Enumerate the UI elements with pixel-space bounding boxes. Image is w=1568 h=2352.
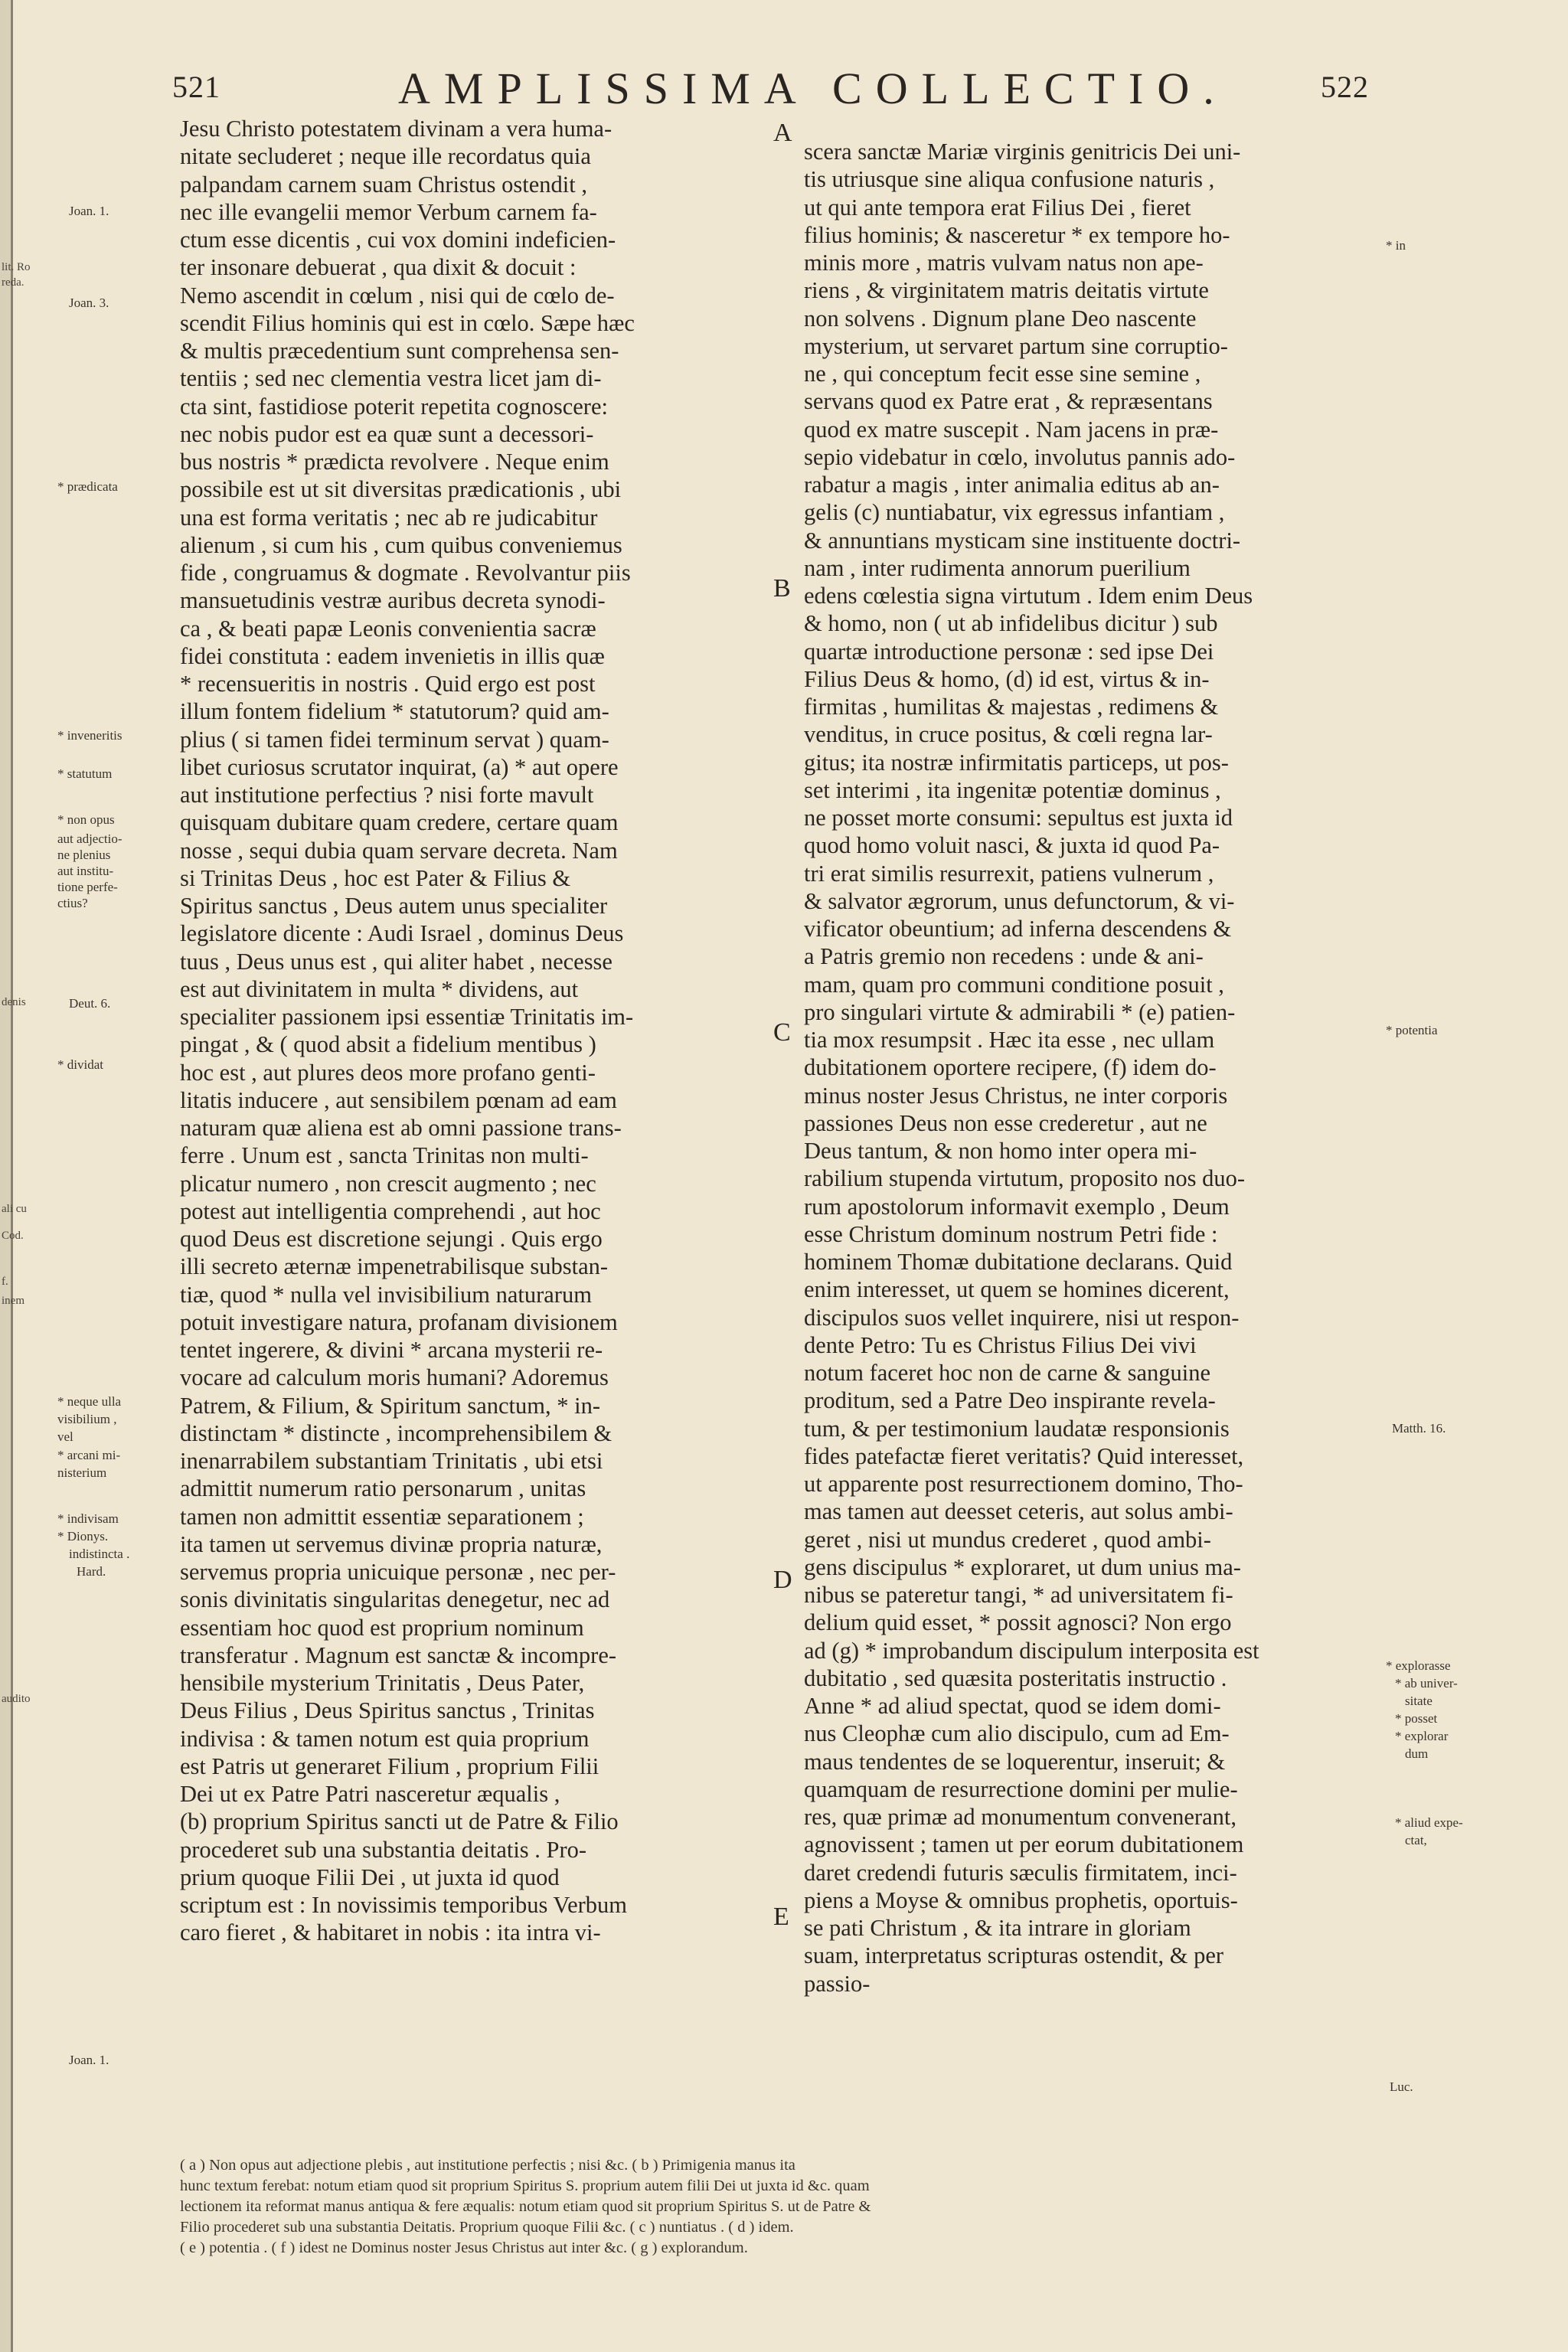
left-column-line: plius ( si tamen fidei terminum servat ) quam- — [180, 726, 609, 753]
section-letter: C — [773, 1018, 791, 1047]
binding-gutter — [0, 0, 13, 2352]
left-margin-note: ne plenius — [57, 848, 111, 862]
right-column-line: quod homo voluit nasci, & juxta id quod Pa- — [804, 832, 1220, 859]
right-margin-note: * explorasse — [1386, 1658, 1451, 1673]
right-column-line: set interimi , ita ingenitæ potentiæ dominus , — [804, 776, 1221, 803]
left-column-line: litatis inducere , aut sensibilem pœnam ad eam — [180, 1086, 617, 1113]
left-column-line: aut institutione perfectius ? nisi forte mavult — [180, 782, 594, 808]
left-column-line: Jesu Christo potestatem divinam a vera huma- — [180, 116, 612, 142]
right-column-line: passiones Deus non esse crederetur , aut ne — [804, 1109, 1207, 1136]
left-column-line: una est forma veritatis ; nec ab re judicabitur — [180, 504, 598, 531]
running-title: AMPLISSIMA COLLECTIO. — [398, 64, 1228, 113]
left-column-line: tentet ingerere, & divini * arcana mysterii re- — [180, 1337, 603, 1363]
left-column-line: scendit Filius hominis qui est in cœlo. Sæpe hæc — [180, 309, 635, 336]
left-column — [180, 115, 792, 1947]
footnote-line: lectionem ita reformat manus antiqua & fere æqualis: notum etiam quod sit proprium Spiritus S. ut de Patre & — [180, 2198, 871, 2215]
right-column — [804, 138, 1409, 1998]
gutter-note: reda. — [2, 276, 24, 289]
right-column-line: quartæ introductione personæ : sed ipse Dei — [804, 638, 1214, 665]
right-column-line: dubitatio , sed quæsita posteritatis instructio . — [804, 1664, 1227, 1691]
left-column-line: Nemo ascendit in cœlum , nisi qui de cœlo de- — [180, 282, 615, 309]
left-column-line: tentiis ; sed nec clementia vestra licet jam di- — [180, 365, 602, 392]
right-column-line: gelis (c) nuntiabatur, vix egressus infantiam , — [804, 499, 1225, 526]
right-column-line: rabilium stupenda virtutum, proposito nos duo- — [804, 1165, 1246, 1192]
left-column-line: * recensueritis in nostris . Quid ergo est post — [180, 671, 596, 697]
right-column-line: non solvens . Dignum plane Deo nascente — [804, 305, 1197, 332]
left-column-line: tamen non admittit essentiæ separationem ; — [180, 1503, 584, 1530]
left-column-line: possibile est ut sit diversitas prædicationis , ubi — [180, 476, 622, 503]
left-column-line: inenarrabilem substantiam Trinitatis , ubi etsi — [180, 1448, 603, 1474]
right-margin-note: dum — [1405, 1746, 1429, 1761]
left-column-line: tuus , Deus unus est , qui aliter habet , necesse — [180, 948, 612, 975]
left-margin-note: aut institu- — [57, 864, 114, 878]
left-column-line: si Trinitas Deus , hoc est Pater & Filius & — [180, 864, 571, 891]
left-column-line: quod Deus est discretione sejungi . Quis ergo — [180, 1226, 603, 1252]
left-column-line: hoc est , aut plures deos more profano genti- — [180, 1059, 596, 1086]
left-column-line: illi secreto æternæ impenetrabilisque substan- — [180, 1253, 609, 1280]
left-column-line: ca , & beati papæ Leonis convenientia sacræ — [180, 615, 596, 642]
left-margin-note: * inveneritis — [57, 728, 122, 743]
right-column-line: res, quæ primæ ad monumentum convenerant, — [804, 1804, 1236, 1830]
left-margin-note: * neque ulla — [57, 1394, 122, 1409]
left-column-line: ferre . Unum est , sancta Trinitas non multi- — [180, 1142, 589, 1169]
right-column-line: a Patris gremio non recedens : unde & ani- — [804, 943, 1204, 970]
right-column-line: quod ex matre suscepit . Nam jacens in præ- — [804, 416, 1219, 443]
left-column-line: est Patris ut generaret Filium , proprium Filii — [180, 1753, 599, 1779]
right-column-line: notum faceret hoc non de carne & sanguine — [804, 1360, 1210, 1386]
right-margin-note: * ab univer- — [1395, 1676, 1458, 1690]
right-column-line: ad (g) * improbandum discipulum interposita est — [804, 1637, 1259, 1664]
right-column-line: maus tendentes de se loquerentur, inseruit; & — [804, 1748, 1226, 1775]
left-margin-note: Deut. 6. — [69, 996, 111, 1011]
left-column-line: Spiritus sanctus , Deus autem unus specialiter — [180, 893, 608, 919]
page-number-left: 521 — [172, 70, 220, 104]
left-column-line: caro fieret , & habitaret in nobis : ita intra vi- — [180, 1919, 601, 1946]
left-column-line: quisquam dubitare quam credere, certare quam — [180, 809, 619, 836]
right-column-line: mas tamen aut deesset ceteris, aut solus ambi- — [804, 1498, 1233, 1525]
right-column-line: Filius Deus & homo, (d) id est, virtus & in- — [804, 665, 1210, 692]
right-column-line: proditum, sed a Patre Deo inspirante revela- — [804, 1387, 1216, 1414]
right-column-line: geret , nisi ut mundus crederet , quod ambi- — [804, 1526, 1211, 1553]
right-column-line: mam, quam pro communi conditione posuit , — [804, 971, 1224, 998]
left-margin-note: * statutum — [57, 766, 113, 781]
right-column-line: enim interesset, ut quem se homines dicerent, — [804, 1276, 1230, 1303]
gutter-note: inem — [2, 1295, 24, 1307]
left-column-line: nitate secluderet ; neque ille recordatus quia — [180, 143, 591, 170]
left-column-line: vocare ad calculum moris humani? Adoremus — [180, 1364, 609, 1391]
right-column-line: daret credendi futuris sæculis firmitatem, inci- — [804, 1859, 1237, 1886]
gutter-note: Cod. — [2, 1230, 24, 1242]
right-column-line: firmitas , humilitas & majestas , redimens & — [804, 694, 1219, 720]
left-margin-note: * arcani mi- — [57, 1448, 121, 1462]
right-column-line: tis utriusque sine aliqua confusione naturis , — [804, 166, 1215, 193]
right-column-line: se pati Christum , & ita intrare in gloriam — [804, 1915, 1191, 1941]
footnote-line: hunc textum ferebat: notum etiam quod sit proprium Spiritus S. proprium autem filii Dei ut juxta id &c. quam — [180, 2177, 870, 2194]
left-column-line: illum fontem fidelium * statutorum? quid am- — [180, 698, 609, 725]
left-margin-note: * prædicata — [57, 479, 118, 494]
left-column-line: cta sint, fastidiose poterit repetita cognoscere: — [180, 393, 608, 420]
left-column-line: potuit investigare natura, profanam divisionem — [180, 1308, 618, 1335]
left-column-line: Dei ut ex Patre Patri nasceretur æqualis , — [180, 1781, 560, 1807]
section-letter: B — [773, 574, 791, 603]
left-column-line: libet curiosus scrutator inquirat, (a) * aut opere — [180, 753, 619, 780]
right-column-line: esse Christum dominum nostrum Petri fide : — [804, 1220, 1218, 1247]
left-column-line: palpandam carnem suam Christus ostendit , — [180, 171, 587, 198]
right-column-line: ne posset morte consumi: sepultus est juxta id — [804, 805, 1233, 831]
left-column-line: hensibile mysterium Trinitatis , Deus Pater, — [180, 1670, 585, 1696]
right-column-line: vificator obeuntium; ad inferna descendens & — [804, 916, 1232, 942]
right-margin-note: * in — [1386, 238, 1406, 253]
right-column-line: discipulos suos vellet inquirere, nisi ut respon- — [804, 1304, 1240, 1331]
right-column-line: minus noster Jesus Christus, ne inter corporis — [804, 1082, 1228, 1109]
left-margin-note: Hard. — [77, 1564, 106, 1579]
left-margin-note: vel — [57, 1429, 74, 1444]
right-column-line: venditus, in cruce positus, & cœli regna lar- — [804, 721, 1213, 748]
left-column-line: mansuetudinis vestræ auribus decreta synodi- — [180, 587, 606, 614]
right-margin-note: Matth. 16. — [1392, 1421, 1446, 1436]
left-column-line: Deus Filius , Deus Spiritus sanctus , Trinitas — [180, 1697, 595, 1724]
left-margin-note: tione perfe- — [57, 880, 118, 894]
right-column-line: rabatur a magis , inter animalia editus ab an- — [804, 472, 1220, 498]
right-column-line: delium quid esset, * possit agnosci? Non ergo — [804, 1609, 1232, 1636]
section-letter: D — [773, 1566, 792, 1594]
gutter-note: lit. Ro — [2, 261, 31, 273]
left-column-line: alienum , si cum his , cum quibus conveniemus — [180, 531, 622, 558]
left-column-line: ita tamen ut servemus divinæ propria naturæ, — [180, 1530, 603, 1557]
left-column-line: indivisa : & tamen notum est quia proprium — [180, 1725, 590, 1752]
left-margin-note: * indivisam — [57, 1511, 119, 1526]
left-column-line: bus nostris * prædicta revolvere . Neque enim — [180, 449, 609, 475]
left-column-line: (b) proprium Spiritus sancti ut de Patre & Filio — [180, 1808, 619, 1835]
left-margin-note: * Dionys. — [57, 1529, 109, 1544]
section-letter: E — [773, 1903, 789, 1931]
right-column-line: pro singulari virtute & admirabili * (e) patien- — [804, 998, 1236, 1025]
gutter-note: f. — [2, 1276, 8, 1288]
right-margin-note: * potentia — [1386, 1023, 1438, 1037]
left-margin-note: Joan. 3. — [69, 296, 109, 310]
right-column-line: mysterium, ut servaret partum sine corruptio- — [804, 332, 1228, 359]
gutter-note: ali cu — [2, 1203, 27, 1215]
footnote-line: ( a ) Non opus aut adjectione plebis , aut institutione perfectis ; nisi &c. ( b ) Primigenia manus ita — [180, 2157, 795, 2174]
left-column-line: & multis præcedentium sunt comprehensa sen- — [180, 338, 619, 364]
left-margin-note: ctius? — [57, 896, 88, 910]
left-column-line: tiæ, quod * nulla vel invisibilium naturarum — [180, 1281, 592, 1308]
right-column-line: dente Petro: Tu es Christus Filius Dei vivi — [804, 1331, 1197, 1358]
right-margin-note: sitate — [1405, 1694, 1432, 1708]
left-margin-note: * non opus — [57, 812, 115, 827]
left-margin-note: aut adjectio- — [57, 831, 122, 846]
right-column-line: dubitationem oportere recipere, (f) idem do- — [804, 1054, 1217, 1081]
left-column-line: fidei constituta : eadem invenietis in illis quæ — [180, 642, 605, 669]
gutter-note: denis — [2, 996, 26, 1008]
left-column-line: transferatur . Magnum est sanctæ & incompre- — [180, 1642, 617, 1668]
right-column-line: gens discipulus * exploraret, ut dum unius ma- — [804, 1553, 1241, 1580]
left-margin-note: Joan. 1. — [69, 204, 109, 218]
left-column-line: legislatore dicente : Audi Israel , dominus Deus — [180, 920, 624, 947]
right-column-line: scera sanctæ Mariæ virginis genitricis Dei uni- — [804, 139, 1241, 165]
right-column-line: fides patefactæ fieret veritatis? Quid interesset, — [804, 1442, 1244, 1469]
right-column-line: ut qui ante tempora erat Filius Dei , fieret — [804, 194, 1191, 220]
right-column-line: edens cœlestia signa virtutum . Idem enim Deus — [804, 583, 1253, 609]
right-column-line: & salvator ægrorum, unus defunctorum, & vi- — [804, 887, 1235, 914]
right-column-line: ne , qui conceptum fecit esse sine semine , — [804, 361, 1201, 387]
right-column-line: tia mox resumpsit . Hæc ita esse , nec ullam — [804, 1027, 1215, 1053]
left-column-line: nosse , sequi dubia quam servare decreta. Nam — [180, 837, 618, 864]
right-column-line: quamquam de resurrectione domini per mulie- — [804, 1775, 1238, 1802]
left-margin-note: visibilium , — [57, 1412, 117, 1426]
left-margin-note: nisterium — [57, 1465, 107, 1480]
right-column-line: sepio videbatur in cœlo, involutus pannis ado- — [804, 443, 1236, 470]
right-column-line: Deus tantum, & non homo inter opera mi- — [804, 1138, 1197, 1164]
left-column-line: naturam quæ aliena est ab omni passione trans- — [180, 1115, 622, 1141]
left-column-line: procederet sub una substantia deitatis . Pro- — [180, 1836, 587, 1863]
left-column-line: fide , congruamus & dogmate . Revolvantur piis — [180, 560, 631, 586]
section-letter: A — [773, 119, 792, 147]
left-column-line: specialiter passionem ipsi essentiæ Trinitatis im- — [180, 1004, 634, 1030]
right-column-line: minis more , matris vulvam natus non ape- — [804, 250, 1204, 276]
right-column-line: nibus se pateretur tangi, * ad universitatem fi- — [804, 1582, 1233, 1608]
left-column-line: pingat , & ( quod absit a fidelium mentibus ) — [180, 1031, 596, 1058]
left-column-line: distinctam * distincte , incomprehensibilem & — [180, 1419, 612, 1446]
right-column-line: ut apparente post resurrectionem domino, Tho- — [804, 1471, 1243, 1497]
right-column-line: Anne * ad aliud spectat, quod se idem domi- — [804, 1693, 1221, 1719]
right-margin-note: Luc. — [1390, 2079, 1413, 2094]
gutter-note: audito — [2, 1693, 31, 1705]
left-column-line: plicatur numero , non crescit augmento ; nec — [180, 1170, 596, 1197]
right-margin-note: * explorar — [1395, 1729, 1449, 1743]
left-column-line: servemus propria unicuique personæ , nec per- — [180, 1559, 616, 1585]
right-column-line: suam, interpretatus scripturas ostendit, & per — [804, 1942, 1224, 1969]
right-column-line: nus Cleophæ cum alio discipulo, cum ad Em- — [804, 1720, 1230, 1747]
right-column-line: passio- — [804, 1970, 871, 1997]
left-margin-note: indistincta . — [69, 1547, 130, 1561]
left-column-line: est aut divinitatem in multa * dividens, aut — [180, 975, 579, 1002]
right-margin-note: * aliud expe- — [1395, 1815, 1463, 1830]
right-margin-note: * posset — [1395, 1711, 1438, 1726]
right-column-line: piens a Moyse & omnibus prophetis, oportuis- — [804, 1886, 1238, 1913]
footnote-line: ( e ) potentia . ( f ) idest ne Dominus noster Jesus Christus aut inter &c. ( g ) explorandum. — [180, 2239, 748, 2256]
left-column-line: Patrem, & Filium, & Spiritum sanctum, * in- — [180, 1392, 600, 1419]
left-column-line: nec ille evangelii memor Verbum carnem fa- — [180, 198, 597, 225]
left-margin-note: * dividat — [57, 1057, 103, 1072]
right-column-line: agnovissent ; tamen ut per eorum dubitationem — [804, 1831, 1244, 1858]
right-column-line: & annuntians mysticam sine instituente doctri- — [804, 527, 1241, 554]
right-column-line: servans quod ex Patre erat , & repræsentans — [804, 388, 1213, 415]
footnotes — [180, 2155, 1420, 2259]
right-column-line: tri erat similis resurrexit, patiens vulnerum , — [804, 860, 1214, 887]
right-column-line: rum apostolorum informavit exemplo , Deum — [804, 1193, 1230, 1220]
left-column-line: sonis divinitatis singularitas denegetur, nec ad — [180, 1586, 610, 1613]
left-column-line: prium quoque Filii Dei , ut juxta id quod — [180, 1864, 560, 1890]
right-column-line: filius hominis; & nasceretur * ex tempore ho- — [804, 221, 1230, 248]
left-column-line: ter insonare debuerat , qua dixit & docuit : — [180, 254, 577, 281]
right-column-line: & homo, non ( ut ab infidelibus dicitur ) sub — [804, 610, 1218, 637]
right-column-line: gitus; ita nostræ infirmitatis particeps, ut pos- — [804, 749, 1229, 776]
left-column-line: ctum esse dicentis , cui vox domini indeficien- — [180, 227, 616, 253]
left-column-line: scriptum est : In novissimis temporibus Verbum — [180, 1892, 627, 1918]
right-margin-note: ctat, — [1405, 1833, 1427, 1847]
left-margin-note: Joan. 1. — [69, 2053, 109, 2067]
left-column-line: potest aut intelligentia comprehendi , aut hoc — [180, 1197, 601, 1224]
left-column-line: essentiam hoc quod est proprium nominum — [180, 1614, 584, 1641]
left-column-line: admittit numerum ratio personarum , unitas — [180, 1475, 586, 1502]
right-column-line: nam , inter rudimenta annorum puerilium — [804, 554, 1191, 581]
right-column-line: tum, & per testimonium laudatæ responsionis — [804, 1415, 1230, 1442]
right-column-line: hominem Thomæ dubitatione declarans. Quid — [804, 1249, 1233, 1275]
right-column-line: riens , & virginitatem matris deitatis virtute — [804, 277, 1209, 304]
page-number-right: 522 — [1321, 70, 1369, 104]
left-column-line: nec nobis pudor est ea quæ sunt a decessori- — [180, 420, 594, 447]
footnote-line: Filio procederet sub una substantia Deitatis. Proprium quoque Filii &c. ( c ) nuntiatus . ( d ) idem. — [180, 2219, 794, 2236]
